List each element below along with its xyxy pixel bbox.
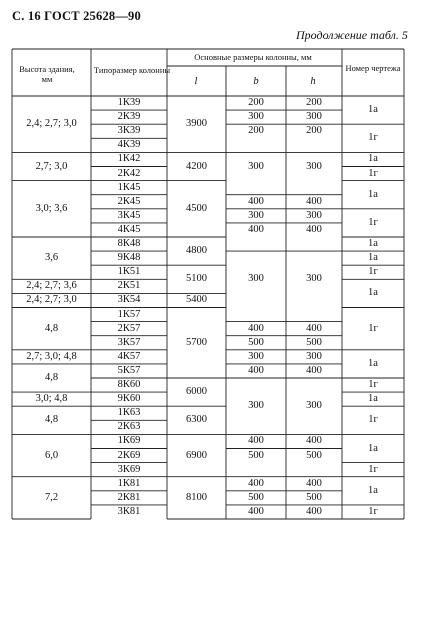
drawing-cell: 1а xyxy=(368,484,378,496)
type-cell: 1К63 xyxy=(117,407,141,418)
drawing-cell: 1а xyxy=(368,153,378,165)
l-cell: 5100 xyxy=(186,273,207,285)
header-main-dimensions: Основные размеры колонны, мм xyxy=(194,52,312,63)
height-cell: 2,7; 3,0 xyxy=(35,160,68,172)
h-cell: 500 xyxy=(306,336,322,348)
b-cell: 400 xyxy=(248,364,264,376)
l-cell: 4200 xyxy=(186,160,207,172)
type-cell: 1К45 xyxy=(117,181,141,193)
h-cell: 200 xyxy=(306,125,322,136)
height-cell: 2,4; 2,7; 3,0 xyxy=(26,294,77,306)
b-cell: 500 xyxy=(248,336,264,348)
h-cell: 400 xyxy=(306,322,322,334)
drawing-cell: 1а xyxy=(368,103,378,115)
b-cell: 500 xyxy=(248,491,264,503)
drawing-cell: 1г xyxy=(368,463,378,475)
drawing-cell: 1г xyxy=(368,414,378,426)
drawing-cell: 1г xyxy=(368,266,378,277)
b-cell: 400 xyxy=(248,195,264,207)
type-cell: 9К60 xyxy=(117,392,141,404)
drawing-cell: 1а xyxy=(368,392,378,404)
l-cell: 6900 xyxy=(186,449,207,461)
height-cell: 7,2 xyxy=(44,491,59,503)
height-cell: 4,8 xyxy=(44,414,59,426)
b-cell: 400 xyxy=(248,477,264,489)
height-cell: 3,0; 4,8 xyxy=(35,392,68,404)
l-cell: 6000 xyxy=(186,385,207,397)
type-cell: 1К51 xyxy=(117,266,141,277)
l-cell: 4500 xyxy=(186,202,207,214)
h-cell: 300 xyxy=(306,399,322,411)
h-cell: 500 xyxy=(306,449,322,461)
type-cell: 2К39 xyxy=(117,110,141,122)
l-cell: 5700 xyxy=(186,336,207,348)
type-cell: 2К51 xyxy=(117,280,141,292)
header-drawing: Номер чертежа xyxy=(345,63,401,74)
table-continuation-title: Продолжение табл. 5 xyxy=(296,28,408,42)
height-cell: 2,7; 3,0; 4,8 xyxy=(26,350,77,362)
b-cell: 400 xyxy=(248,223,264,235)
type-cell: 2К69 xyxy=(117,449,141,461)
drawing-cell: 1а xyxy=(368,357,378,369)
height-cell: 3,0; 3,6 xyxy=(35,202,68,214)
drawing-cell: 1а xyxy=(368,251,378,263)
type-cell: 3К45 xyxy=(117,209,141,221)
height-cell: 2,4; 2,7; 3,6 xyxy=(26,280,77,292)
l-cell: 5400 xyxy=(186,294,207,306)
b-cell: 300 xyxy=(248,209,264,221)
type-cell: 8К48 xyxy=(117,237,141,249)
drawing-cell: 1г xyxy=(368,216,378,228)
h-cell: 300 xyxy=(306,273,322,285)
header-h: h xyxy=(310,75,316,87)
type-cell: 8К60 xyxy=(117,378,141,390)
type-cell: 1К57 xyxy=(117,308,141,320)
type-cell: 3К69 xyxy=(117,463,141,475)
type-cell: 1К69 xyxy=(117,435,141,447)
drawing-cell: 1а xyxy=(368,287,378,299)
h-cell: 400 xyxy=(306,364,322,376)
l-cell: 4800 xyxy=(186,244,207,256)
h-cell: 400 xyxy=(306,435,322,447)
b-cell: 400 xyxy=(248,435,264,447)
drawing-cell: 1а xyxy=(368,442,378,454)
type-cell: 4К45 xyxy=(117,223,141,235)
h-cell: 300 xyxy=(306,160,322,172)
b-cell: 500 xyxy=(248,449,264,461)
type-cell: 1К39 xyxy=(117,96,141,108)
h-cell: 400 xyxy=(306,195,322,207)
type-cell: 2К81 xyxy=(117,491,141,503)
b-cell: 400 xyxy=(248,505,264,517)
h-cell: 500 xyxy=(306,491,322,503)
type-cell: 3К81 xyxy=(117,505,141,517)
type-cell: 2К57 xyxy=(117,322,141,334)
b-cell: 200 xyxy=(248,96,264,108)
drawing-cell: 1а xyxy=(368,188,378,200)
type-cell: 4К57 xyxy=(117,350,141,362)
header-type: Типоразмер колонны xyxy=(93,65,171,76)
header-l: l xyxy=(194,75,198,87)
b-cell: 300 xyxy=(248,110,264,122)
b-cell: 300 xyxy=(248,273,264,285)
header-height: Высота здания, мм xyxy=(19,64,75,84)
b-cell: 300 xyxy=(248,399,264,411)
b-cell: 300 xyxy=(248,350,264,362)
h-cell: 300 xyxy=(306,110,322,122)
drawing-cell: 1а xyxy=(368,237,378,249)
drawing-cell: 1г xyxy=(368,167,378,179)
type-cell: 1К81 xyxy=(117,477,141,489)
h-cell: 300 xyxy=(306,350,322,362)
h-cell: 400 xyxy=(306,223,322,235)
type-cell: 3К57 xyxy=(117,336,141,348)
height-cell: 6,0 xyxy=(44,449,59,461)
type-cell: 2К45 xyxy=(117,195,141,207)
type-cell: 5К57 xyxy=(117,364,141,376)
h-cell: 400 xyxy=(306,505,322,517)
b-cell: 400 xyxy=(248,322,264,334)
h-cell: 300 xyxy=(306,209,322,221)
h-cell: 200 xyxy=(306,96,322,108)
height-cell: 2,4; 2,7; 3,0 xyxy=(26,117,77,129)
type-cell: 3К39 xyxy=(117,125,141,136)
page-header: С. 16 ГОСТ 25628—90 xyxy=(12,9,141,23)
type-cell: 9К48 xyxy=(117,251,141,263)
drawing-cell: 1г xyxy=(368,378,378,390)
l-cell: 8100 xyxy=(186,491,207,503)
type-cell: 1К42 xyxy=(117,153,141,165)
header-b: b xyxy=(253,75,259,87)
b-cell: 200 xyxy=(248,125,264,136)
height-cell: 3,6 xyxy=(44,251,59,263)
type-cell: 4К39 xyxy=(117,139,141,151)
drawing-cell: 1г xyxy=(368,505,378,517)
drawing-cell: 1г xyxy=(368,132,378,144)
type-cell: 2К42 xyxy=(117,167,141,179)
b-cell: 300 xyxy=(248,160,264,172)
l-cell: 3900 xyxy=(186,117,207,129)
height-cell: 4,8 xyxy=(44,371,59,383)
height-cell: 4,8 xyxy=(44,322,59,334)
type-cell: 3К54 xyxy=(117,294,141,306)
h-cell: 400 xyxy=(306,477,322,489)
drawing-cell: 1г xyxy=(368,322,378,334)
type-cell: 2К63 xyxy=(117,421,141,433)
l-cell: 6300 xyxy=(186,414,207,426)
